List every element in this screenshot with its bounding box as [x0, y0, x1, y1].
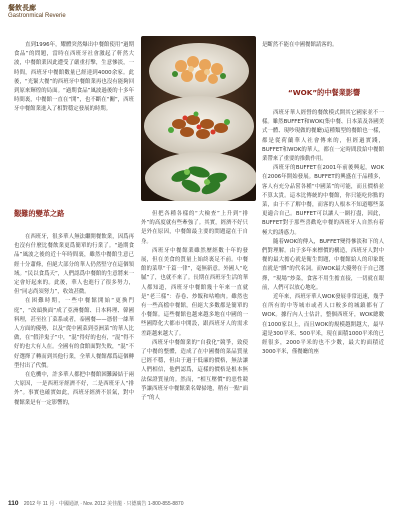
paragraph: 西班牙中餐館業雖然歷經數十年的發展，但在美食的質量上始終裏足不前。中餐館的菜單“千篇一律”，毫無新意。外國人“吃膩”了，也就不來了。長期在西班牙生活的華人都知道，西班牙中餐館幾十年來一直就是“老三樣”：春卷、炒飯和咕嚕肉。雖然也有一些高檔中餐館，但絕大多數都是簡單的小餐館。這些餐館也越來越多地在中國的一些國際化大都市中開設，跟西班牙人的需求差距越來越大了。	[141, 247, 248, 337]
paragraph: 隨着WOK的傳入，BUFFET變得慘淡和下的人們對理解。由于多年來標價的構造，西班牙人對中餐的最大擔心就是衛生問題，中餐館給人的印象既直就是“髒”的代名詞。而WOK最大優勢在于自己選擇，“現場”炒菜，食客不用生擔直接，一切就在眼前，人們可以放心地吃。	[262, 238, 384, 291]
article-column-c	[262, 41, 384, 61]
section-heading-wok: “WOK”的中餐業影響	[288, 88, 361, 97]
paragraph: 西班牙中餐館業的“自我化”競爭，致使了中餐的整體，造成了在中國餐的菜品質量已經不穩，但由于過于低廉的價格，無法讓人們相信，他們認爲，這樣的價格是根本無法保證質量的。然而，“相互壓價”的惡性競爭讓西班牙中餐館業名聲掃地，稍有一點“面子”的人	[141, 339, 248, 402]
paragraph: 在西班牙，很多華人無法繼開餐飲業，因爲再也沒有什麼比餐飲業更爲簡單的行業了。“過期食品”風波之後的近十年時間裏，雖然中餐館生意已經十分蕭條，但絕大部分的華人仍然堅守在這個領域。“民以食爲天”，人們認爲中餐館的生意將來一定會好起來的。此後，華人也進行了很多努力，但“同志尚須努力”，收效甚微。	[14, 234, 134, 296]
section-heading-reform: 艱難的變革之路	[14, 209, 65, 218]
section-title-cn: 餐飲長廊	[8, 4, 36, 12]
magazine-header	[8, 4, 268, 22]
paragraph: 近年來，西班牙華人WOK發展非常迅速，幾乎在所有的中等城市或者人口較多的城鎮都有了WOK。據行內人士估計，整個西班牙，WOK總數在1000家以上，而且WOK的規模越開越大，最早還是300平米、500平米，現在面積1000平米的已經很多，2000平米的也不少數，最大的面積近3000平米，僅餐廳的座	[262, 294, 384, 356]
section-title-en: Gastronmical Reverie	[8, 13, 66, 19]
paragraph: 是斷然不能在中國餐館請客的。	[262, 42, 338, 48]
paragraph: 西班牙華人經營的餐飲模式開其它國家並不一樣。雖然BUFFET和WOK(集中餐、日本菜及各國美式一體、現吵現做的餐廳)這種類型的餐館也一樣，都是從荷蘭華人社會傳來的，但經過實踐，BUFFET和WOK的華人，都在一定時間段給中餐館業帶來了重要的推動作用。	[262, 110, 384, 163]
paragraph: 西班牙的BUFFET在2001年前後興起，WOK在2006年開始發展。BUFFET的興盛在于品種多，客人有充分品嘗各種“中國菜”的可能，而且價格並不算太貴。這本比傳統的中餐館，你只能吃你點的菜，由于不了解中餐，而客的人根本不知道哪些菜更適合自己。BUFFET可以讓人一網打盡，因此，BUFFET對于那些喜歡吃中餐的西班牙人自然有着極大的誘惑力。	[262, 165, 384, 236]
article-column-b	[141, 210, 248, 495]
paragraph: 直到1996年，耀體突然爆出中餐館使用“過期食品”的問題，當時在西班牙社會激起了軒然大波，中餐館業因此遭受了嚴重打擊，生意慘淡，一時間，西班牙中餐館數量已經達到4000余家。此後，“光緊大餐”的西班牙中餐館業再也沒有能夠回到原來輝煌的局面。“過期食品”風波過後的十多年時間裏，中餐館一直在“開”，也不斷在“關”，西班牙中餐館業進入了相對穩定發展的時期。	[14, 42, 134, 113]
food-photo-illustration	[141, 36, 256, 201]
page-footer	[8, 500, 396, 512]
page-number: 110	[8, 500, 19, 507]
paragraph: 在危機中，許多華人都把中餐館困難歸結于兩大原因，一是西班牙經濟不好，二是西班牙人“排外”。事實也確實如此，西班牙經濟不景氣，對中餐館業是有一定影響的，	[14, 372, 134, 406]
article-column-c2	[262, 109, 384, 495]
article-column-a	[14, 41, 134, 197]
article-column-a2	[14, 233, 134, 495]
footer-info: 2012 年 11 月 · 中國通訊 · Nov. 2012 美佳龍 · 只德廣告 1-800-855-8870	[23, 501, 184, 507]
paragraph: 在困難時期，一些中餐館開始“更換門庭”，“改頭換面”成了亞洲餐館、日本料理、韓國料理，甚至拉丁菜系或者，泰國餐——憑借一絲華人方面的優勢，以及“從中國菜到亞洲菜”的華人比做，在“假洋鬼子”中，“混”得好的也有，“混”得不好的也大有人在。全國有的食館面對失敗，“混”不好選擇了轉而到其他行業，全華人餐館都爲這個轉型付出了代價。	[14, 298, 134, 369]
paragraph: 但把各種各樣的“大檢查”上升到“排外”的高度就有些牽強了。其實，經濟不好只是外在原因，中餐館最主要的問題還在于自身。	[141, 211, 248, 245]
food-photo	[141, 36, 256, 201]
